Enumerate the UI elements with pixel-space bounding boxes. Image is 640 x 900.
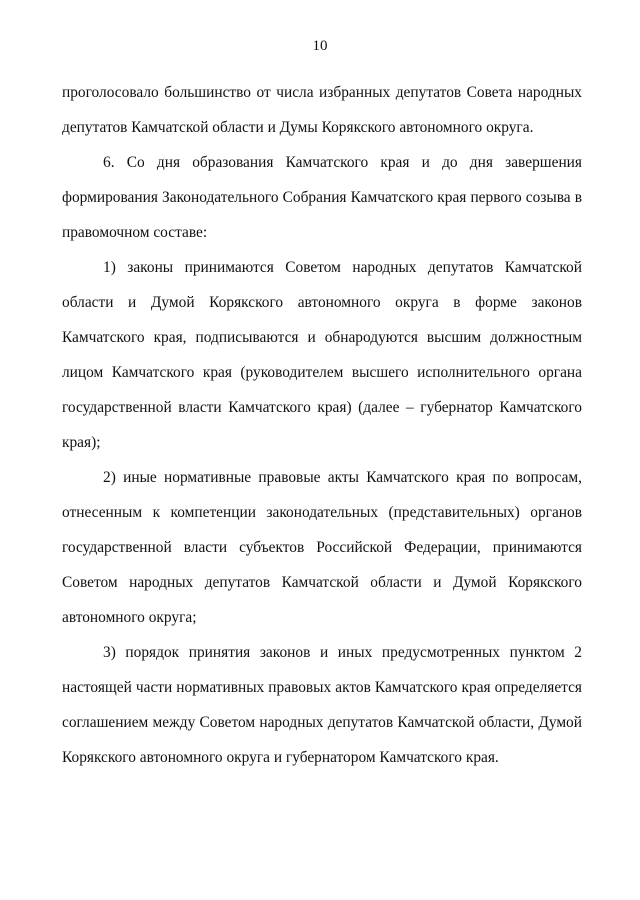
paragraph-item-3: 3) порядок принятия законов и иных предусмотренных пунктом 2 настоящей части нормативных правовых актов Камчатского края определяется соглашением между Советом народных депутатов Камчатской области, Думой Корякского автономного округа и губернатором Камчатского края. bbox=[62, 644, 582, 766]
paragraph-clause-6: 6. Со дня образования Камчатского края и до дня завершения формирования Законодательного Собрания Камчатского края первого созыва в правомочном составе: bbox=[62, 154, 582, 241]
paragraph-item-2: 2) иные нормативные правовые акты Камчатского края по вопросам, отнесенным к компетенции законодательных (представительных) органов государственной власти субъектов Российской Федерации, принимаются Советом народных депутатов Камчатской области и Думой Корякского автономного округа; bbox=[62, 469, 582, 626]
paragraph-continuation: проголосовало большинство от числа избранных депутатов Совета народных депутатов Камчатской области и Думы Корякского автономного округа. bbox=[62, 84, 582, 136]
paragraph-item-1: 1) законы принимаются Советом народных депутатов Камчатской области и Думой Корякского автономного округа в форме законов Камчатского края, подписываются и обнародуются высшим должностным лицом Камчатского края (руководителем высшего исполнительного органа государственной власти Камчатского края) (далее – губернатор Камчатского края); bbox=[62, 259, 582, 451]
document-body bbox=[62, 75, 582, 775]
page-number: 10 bbox=[312, 38, 328, 54]
